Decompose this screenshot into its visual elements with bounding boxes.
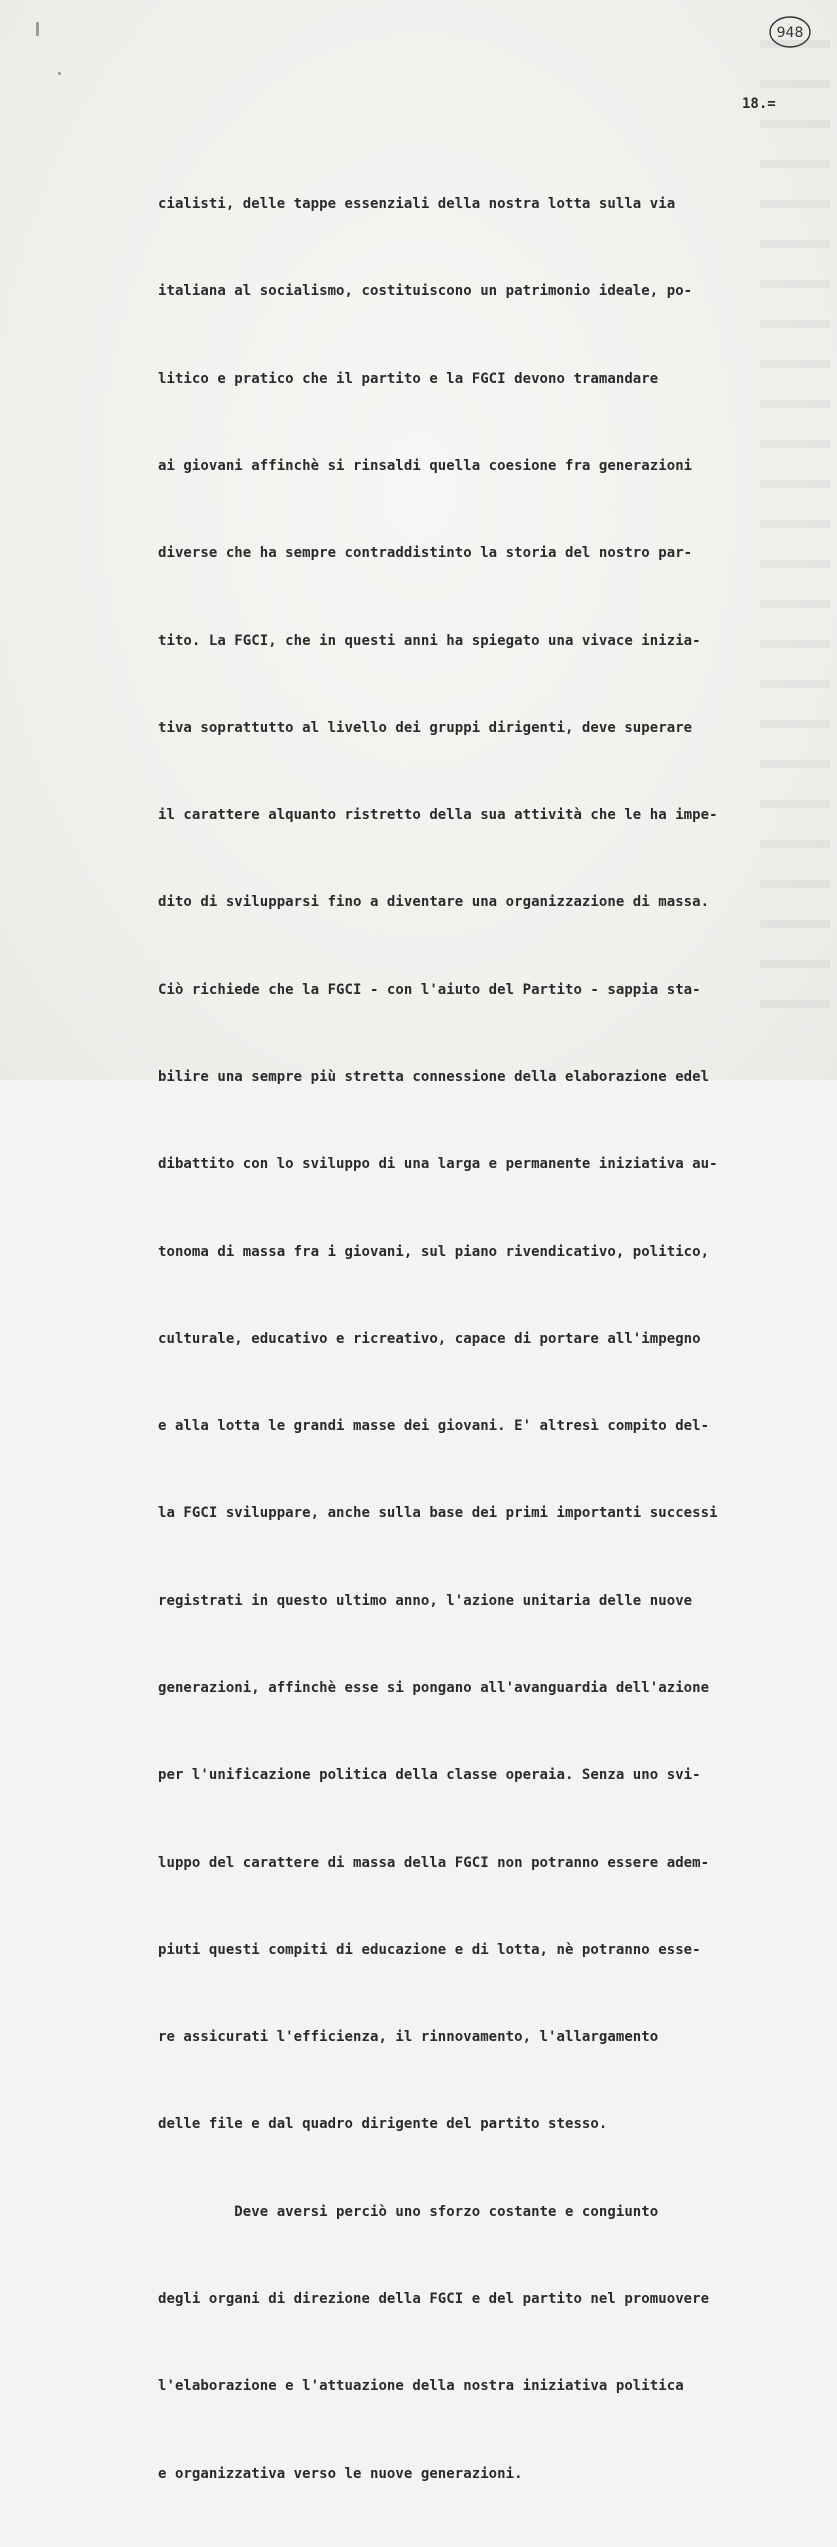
text-line: degli organi di direzione della FGCI e del partito nel promuovere: [158, 2290, 710, 2307]
text-line: Ciò richiede che la FGCI - con l'aiuto del Partito - sappia sta-: [158, 981, 701, 998]
text-line: l'elaborazione e l'attuazione della nostra iniziativa politica: [158, 2378, 684, 2395]
text-line: luppo del carattere di massa della FGCI non potranno essere adem-: [158, 1854, 710, 1871]
text-line: re assicurati l'efficienza, il rinnovamento, l'allargamento: [158, 2029, 659, 2046]
archive-stamp: [768, 14, 812, 50]
text-line: il carattere alquanto ristretto della sua attività che le ha impe-: [158, 807, 718, 824]
corner-smudge-dot: [58, 72, 61, 75]
text-line: dito di svilupparsi fino a diventare una organizzazione di massa.: [158, 894, 710, 911]
text-line: e alla lotta le grandi masse dei giovani. E' altresì compito del-: [158, 1418, 710, 1435]
text-line: litico e pratico che il partito e la FGCI devono tramandare: [158, 370, 659, 387]
text-line: piuti questi compiti di educazione e di lotta, nè potranno esse-: [158, 1941, 701, 1958]
text-line: tonoma di massa fra i giovani, sul piano rivendicativo, politico,: [158, 1243, 710, 1260]
text-line: Deve aversi perciò uno sforzo costante e congiunto: [158, 2203, 659, 2220]
text-line: la FGCI sviluppare, anche sulla base dei primi importanti successi: [158, 1505, 718, 1522]
text-line: per l'unificazione politica della classe operaia. Senza uno svi-: [158, 1767, 701, 1784]
text-line: cialisti, delle tappe essenziali della nostra lotta sulla via: [158, 196, 676, 213]
text-line: delle file e dal quadro dirigente del partito stesso.: [158, 2116, 608, 2133]
text-line: tiva soprattutto al livello dei gruppi dirigenti, deve superare: [158, 719, 693, 736]
text-line: ai giovani affinchè si rinsaldi quella coesione fra generazioni: [158, 458, 693, 475]
text-line: italiana al socialismo, costituiscono un patrimonio ideale, po-: [158, 283, 693, 300]
text-line: culturale, educativo e ricreativo, capace di portare all'impegno: [158, 1330, 701, 1347]
body-text: [158, 132, 818, 2547]
page-number: 18.=: [742, 96, 776, 112]
corner-smudge: [36, 22, 39, 36]
text-line: diverse che ha sempre contraddistinto la storia del nostro par-: [158, 545, 693, 562]
text-line: generazioni, affinchè esse si pongano all'avanguardia dell'azione: [158, 1679, 710, 1696]
text-line: tito. La FGCI, che in questi anni ha spiegato una vivace inizia-: [158, 632, 701, 649]
text-line: registrati in questo ultimo anno, l'azione unitaria delle nuove: [158, 1592, 693, 1609]
text-line: bilire una sempre più stretta connessione della elaborazione edel: [158, 1069, 710, 1085]
text-line: e organizzativa verso le nuove generazioni.: [158, 2465, 523, 2482]
text-line: dibattito con lo sviluppo di una larga e permanente iniziativa au-: [158, 1156, 718, 1173]
archive-stamp-number: 948: [776, 25, 804, 41]
